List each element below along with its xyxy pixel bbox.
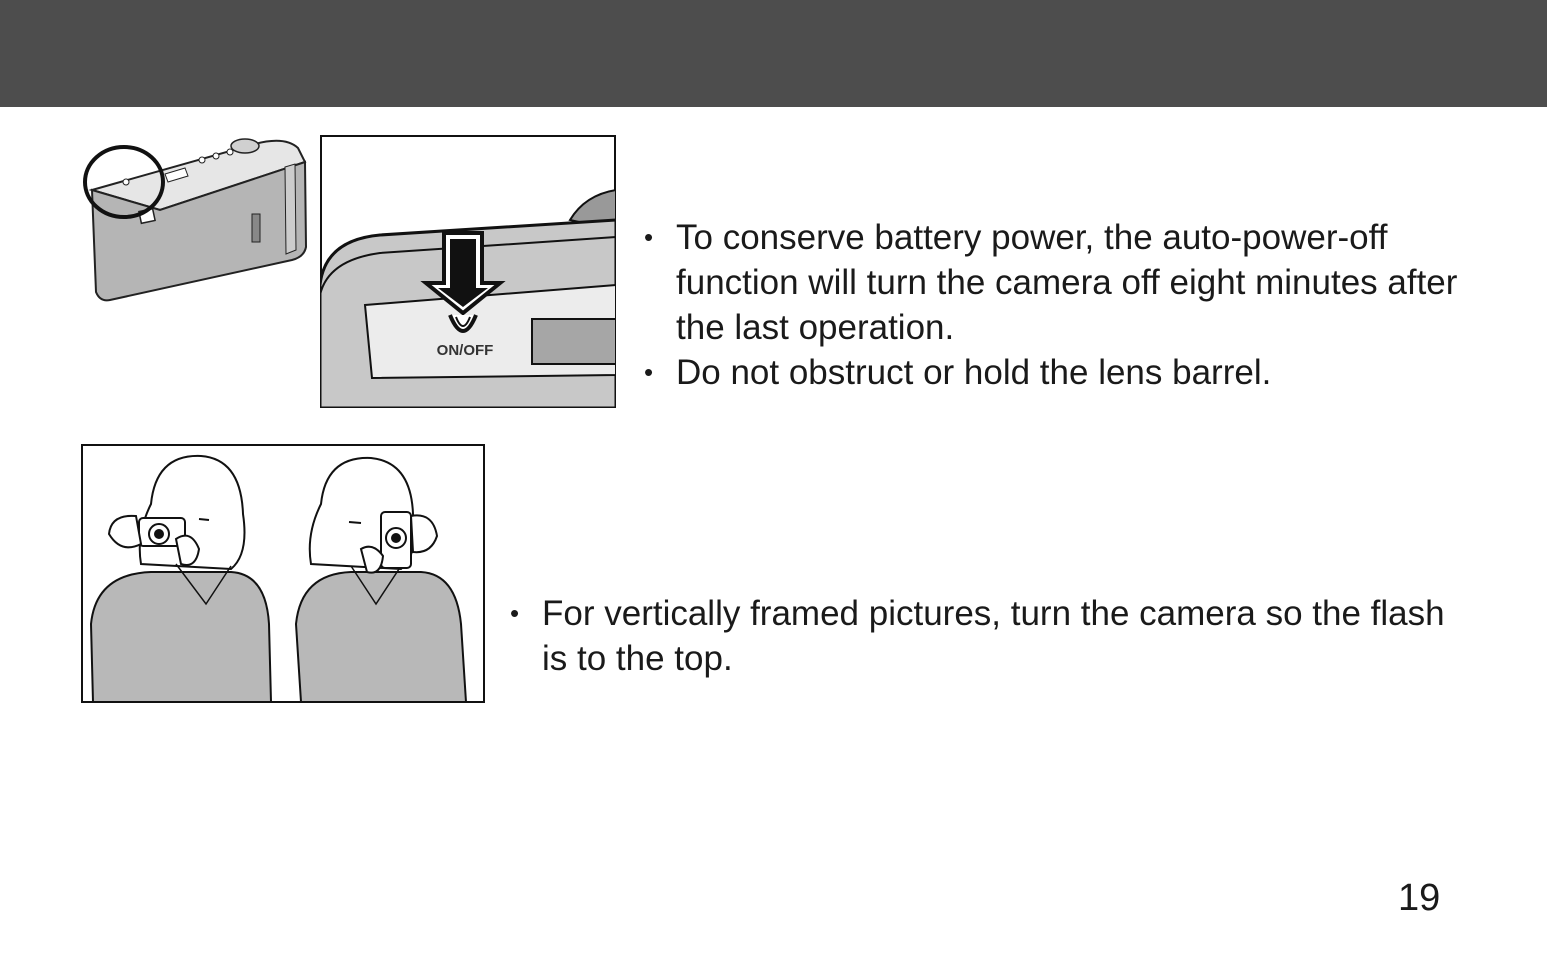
list-item: • Do not obstruct or hold the lens barrel. [644, 350, 1464, 395]
page-number: 19 [1398, 877, 1441, 919]
list-item: • For vertically framed pictures, turn the camera so the flash is to the top. [510, 591, 1470, 681]
bullet-icon: • [644, 222, 654, 252]
holding-camera-illustration [81, 444, 485, 703]
bullet-icon: • [510, 598, 520, 628]
list-item: • To conserve battery power, the auto-power-off function will turn the camera off eight minutes after the last operation. [644, 215, 1464, 350]
onoff-button-closeup [320, 135, 616, 408]
onoff-button-label: ON/OFF [436, 342, 494, 359]
power-tips-list [644, 215, 1464, 395]
vertical-framing-list [510, 591, 1470, 681]
camera-top-illustration [80, 132, 310, 302]
header-bar [0, 0, 1547, 107]
bullet-icon: • [644, 357, 654, 387]
